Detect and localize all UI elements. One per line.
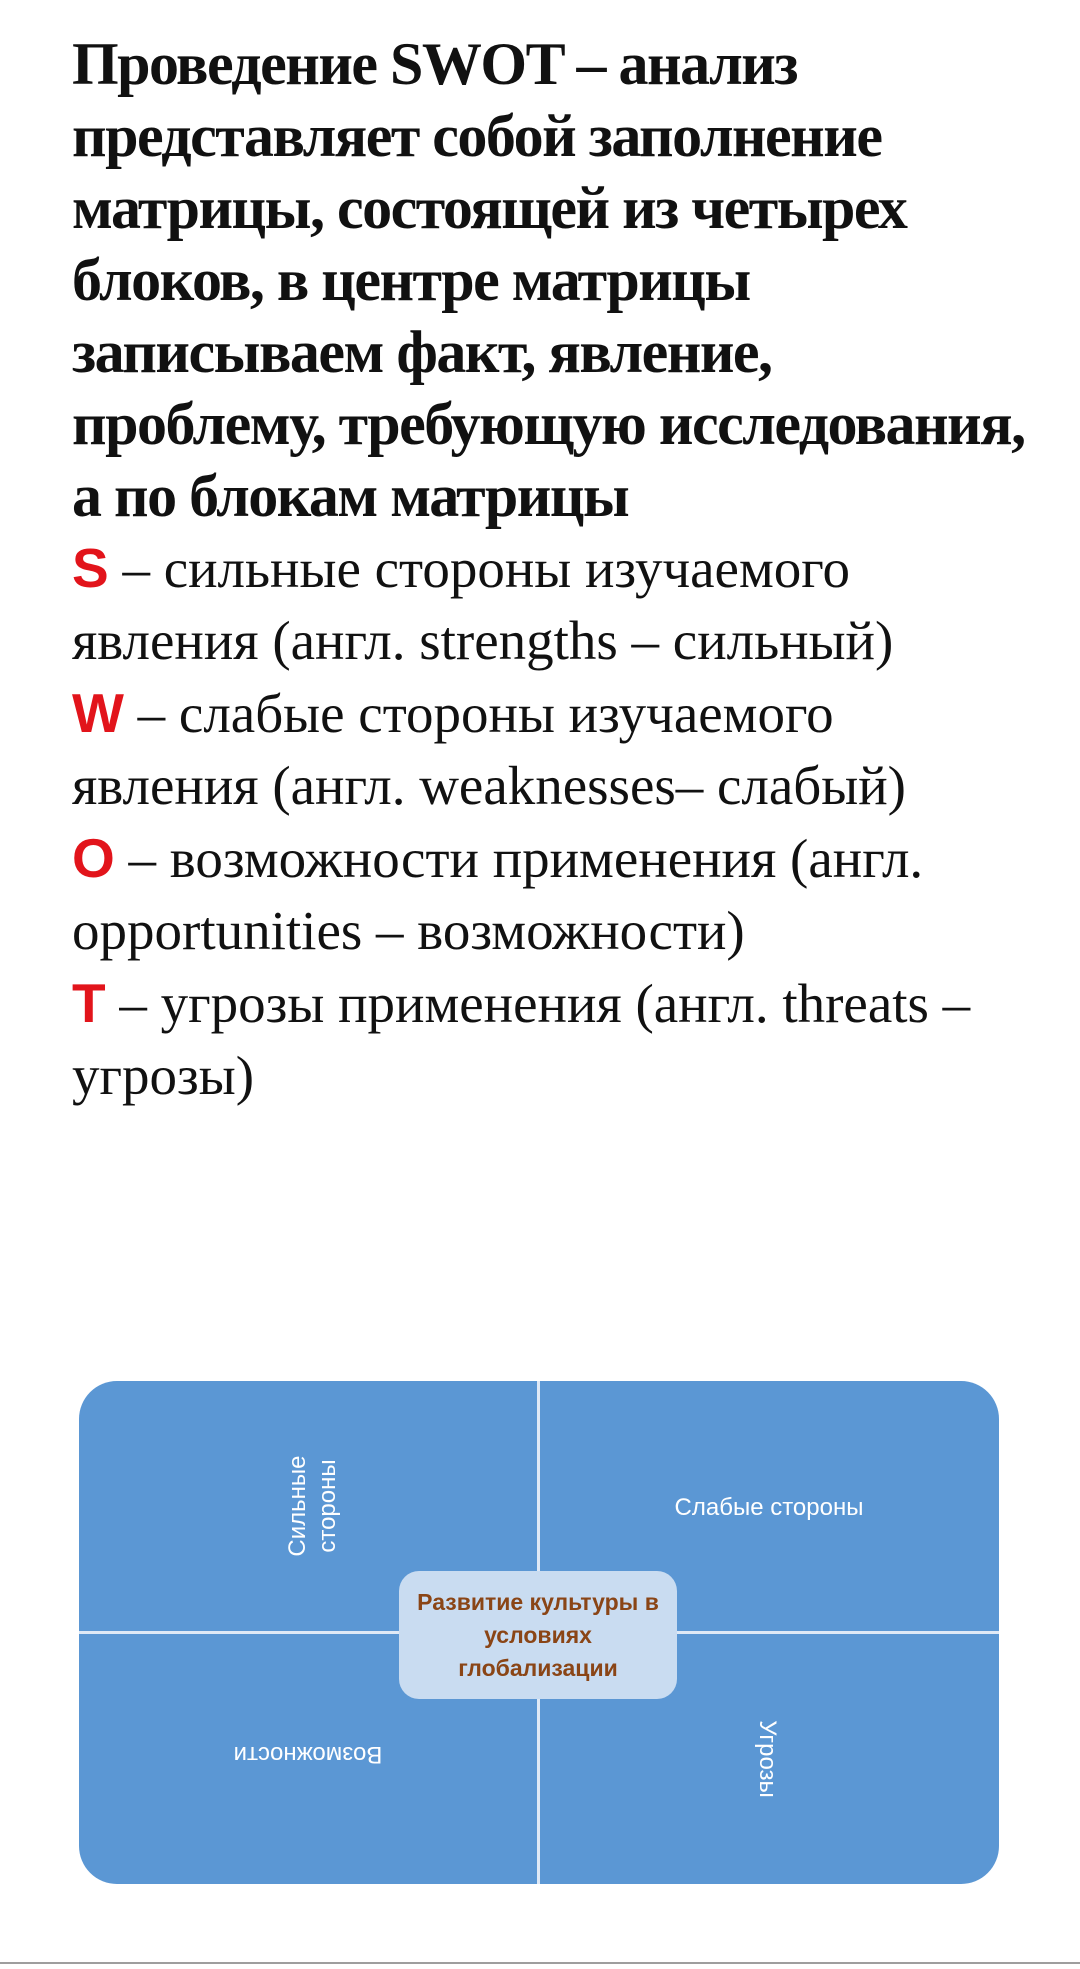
definition-t	[72, 967, 1032, 1112]
definition-text-o: – возможности применения (англ. opportunities – возможности)	[72, 828, 924, 961]
definition-letter-t: T	[72, 972, 106, 1034]
definition-o	[72, 822, 1032, 967]
text-block	[72, 28, 1032, 1112]
matrix-center-box	[399, 1571, 677, 1699]
definition-s	[72, 532, 1032, 677]
quadrant-strengths-label: Сильные стороны	[284, 1455, 341, 1557]
quadrant-threats-label: Угрозы	[754, 1720, 781, 1798]
definition-text-s: – сильные стороны изучаемого явления (англ. strengths – сильный)	[72, 538, 894, 671]
intro-heading: Проведение SWOT – анализ представляет собой заполнение матрицы, состоящей из четырех блоков, в центре матрицы записываем факт, явление, проблему, требующую исследования, а по блокам матрицы	[72, 31, 1025, 529]
definition-letter-o: O	[72, 827, 115, 889]
matrix-center-label: Развитие культуры в условиях глобализации	[417, 1588, 659, 1681]
quadrant-opportunities-label: Возможности	[233, 1741, 383, 1768]
definition-letter-s: S	[72, 537, 109, 599]
quadrant-weaknesses-label: Слабые стороны	[674, 1494, 864, 1521]
definition-text-w: – слабые стороны изучаемого явления (англ. weaknesses– слабый)	[72, 683, 906, 816]
definition-letter-w: W	[72, 682, 124, 744]
definition-w	[72, 677, 1032, 822]
bottom-divider	[0, 1962, 1080, 1964]
definition-text-t: – угрозы применения (англ. threats – угрозы)	[72, 973, 971, 1106]
swot-matrix	[79, 1381, 999, 1884]
